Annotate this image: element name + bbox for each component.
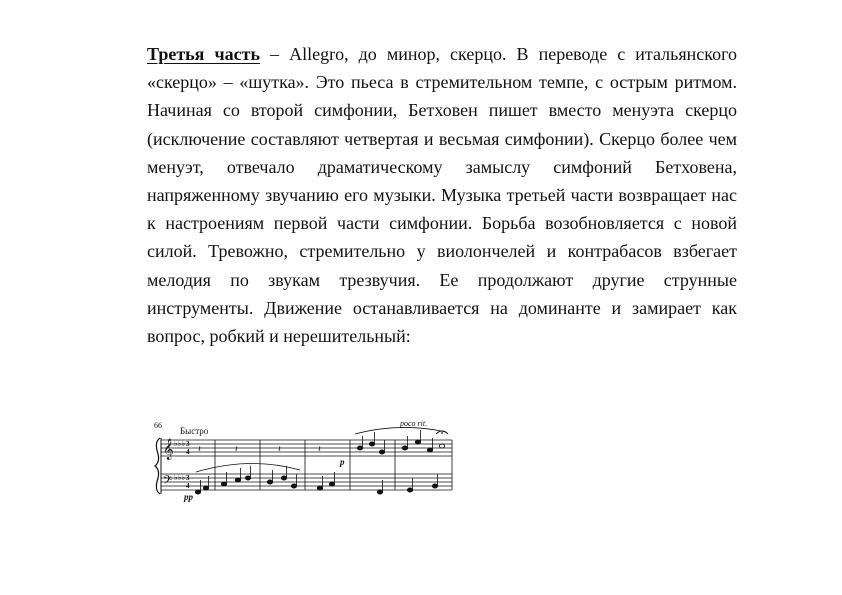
svg-text:𝄽: 𝄽 xyxy=(235,444,238,454)
paragraph-body: – Allegro, до минор, скерцо. В переводе с итальянского «скерцо» – «шутка». Это пьеса в стремительном темпе, с острым ритмом. Начиная со второй симфонии, Бетховен пишет вместо менуэта скерцо (исключение составляют четвертая и весьмая симфонии). Скерцо более чем менуэт, отвечало драматическому замыслу симфоний Бетховена, напряженному звучанию его музыки. Музыка третьей части возвращает нас к настроениям первой части симфонии. Борьба возобновляется с новой силой. Тревожно, стремительно у виолончелей и контрабасов взбегает мелодия по звукам трезвучия. Ее продолжают другие струнные инструменты. Движение останавливается на доминанте и замирает как вопрос, робкий и нерешительный: xyxy=(147,44,738,347)
key-signature-treble: ♭♭♭ xyxy=(174,439,186,448)
paragraph-lead: Третья часть xyxy=(147,44,260,64)
music-excerpt xyxy=(150,412,460,512)
treble-staff xyxy=(161,440,452,456)
bass-clef-icon: 𝄢 xyxy=(163,475,173,490)
expression-marking: poco rit. xyxy=(400,419,428,428)
slur-bass xyxy=(196,463,300,472)
svg-text:𝄽: 𝄽 xyxy=(318,444,321,454)
measure-number: 66 xyxy=(154,421,162,430)
dynamic-p: p xyxy=(340,457,345,467)
treble-clef-icon: 𝄞 xyxy=(163,439,174,459)
dynamic-pp: pp xyxy=(184,492,193,502)
treble-rests xyxy=(198,444,321,454)
svg-text:4: 4 xyxy=(186,482,190,490)
svg-text:4: 4 xyxy=(186,448,190,456)
time-signature-top: 3 xyxy=(186,440,190,448)
treble-notes xyxy=(357,430,444,454)
main-paragraph xyxy=(147,40,737,350)
music-notation-image xyxy=(150,412,460,512)
svg-text:𝄽: 𝄽 xyxy=(278,444,281,454)
svg-text:3: 3 xyxy=(186,474,190,482)
tempo-marking: Быстро xyxy=(180,426,209,436)
brace-icon xyxy=(155,438,160,494)
slur-treble xyxy=(355,427,446,434)
key-signature-bass: ♭♭♭ xyxy=(174,473,186,482)
svg-text:𝄽: 𝄽 xyxy=(198,444,201,454)
